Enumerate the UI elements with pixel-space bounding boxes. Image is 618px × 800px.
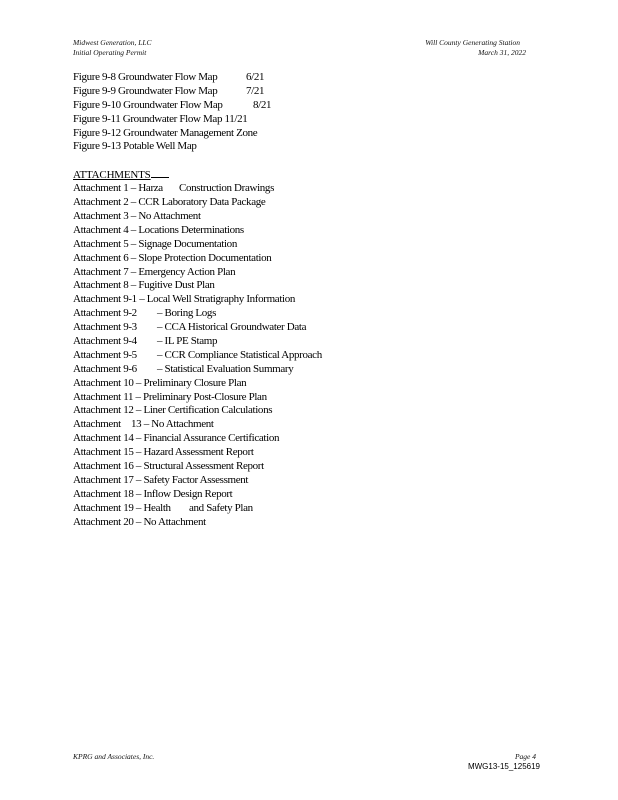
figure-date: 8/21: [253, 98, 272, 111]
attachment-entry: Attachment 9-4 – IL PE Stamp: [73, 335, 218, 348]
header-right: [425, 38, 526, 58]
figure-entry: Figure 9-10 Groundwater Flow Map 8/21: [73, 98, 272, 111]
document-body: [73, 71, 322, 530]
attachment-entry: Attachment 4 – Locations Determinations: [73, 223, 244, 236]
figure-entry: Figure 9-8 Groundwater Flow Map 6/21: [73, 71, 265, 83]
figure-entry: Figure 9-11 Groundwater Flow Map 11/21: [73, 112, 248, 125]
figure-entry: Figure 9-12 Groundwater Management Zone: [73, 126, 258, 139]
attachment-entry: Attachment 9-2 – Boring Logs: [73, 307, 217, 320]
attachment-entry: Attachment 16 – Structural Assessment Report: [73, 460, 264, 473]
permit-type: Initial Operating Permit: [73, 48, 147, 57]
figure-date: 7/21: [246, 84, 265, 97]
attachment-entry: Attachment 2 – CCR Laboratory Data Package: [73, 196, 266, 209]
attachment-entry: Attachment 14 – Financial Assurance Certification: [73, 432, 280, 445]
attachment-entry: Attachment 15 – Hazard Assessment Report: [73, 446, 254, 459]
attachment-entry: Attachment 8 – Fugitive Dust Plan: [73, 279, 215, 292]
station-name: Will County Generating Station: [425, 38, 520, 47]
document-date: March 31, 2022: [478, 48, 526, 57]
document-id: MWG13-15_125619: [467, 762, 540, 771]
attachment-entry: Attachment 3 – No Attachment: [73, 210, 201, 223]
page-number: Page 4: [514, 752, 536, 761]
figure-entry: Figure 9-13 Potable Well Map: [73, 140, 197, 153]
attachment-entry: Attachment 18 – Inflow Design Report: [73, 487, 233, 500]
attachment-entry: Attachment 6 – Slope Protection Documentation: [73, 251, 272, 264]
figure-entry: Figure 9-9 Groundwater Flow Map 7/21: [73, 84, 265, 97]
attachment-entry: Attachment 1 – Harza Construction Drawings: [73, 182, 275, 195]
attachment-entry: Attachment 5 – Signage Documentation: [73, 237, 237, 250]
attachment-entry: Attachment 9-3 – CCA Historical Groundwater Data: [73, 321, 307, 334]
attachment-entry: Attachment 11 – Preliminary Post-Closure Plan: [73, 390, 267, 403]
attachment-entry: Attachment 9-6 – Statistical Evaluation Summary: [73, 362, 294, 375]
attachment-entry: Attachment 7 – Emergency Action Plan: [73, 265, 236, 278]
attachment-entry: Attachment 12 – Liner Certification Calculations: [73, 404, 273, 417]
attachment-entry: Attachment 17 – Safety Factor Assessment: [73, 473, 249, 486]
attachments-heading: ATTACHMENTS: [73, 168, 322, 182]
attachment-entry: Attachment 13 – No Attachment: [73, 418, 214, 431]
attachment-entry: Attachment 20 – No Attachment: [73, 515, 206, 528]
figure-date: 6/21: [246, 71, 265, 83]
company-name: Midwest Generation, LLC: [73, 38, 152, 47]
footer-company: KPRG and Associates, Inc.: [73, 752, 155, 761]
attachment-entry: Attachment 10 – Preliminary Closure Plan: [73, 376, 247, 389]
attachment-entry: Attachment 19 – Health and Safety Plan: [73, 501, 253, 514]
attachment-entry: Attachment 9-1 – Local Well Stratigraphy Information: [73, 293, 296, 306]
header-left: [73, 38, 152, 58]
attachment-entry: Attachment 9-5 – CCR Compliance Statistical Approach: [73, 348, 322, 361]
